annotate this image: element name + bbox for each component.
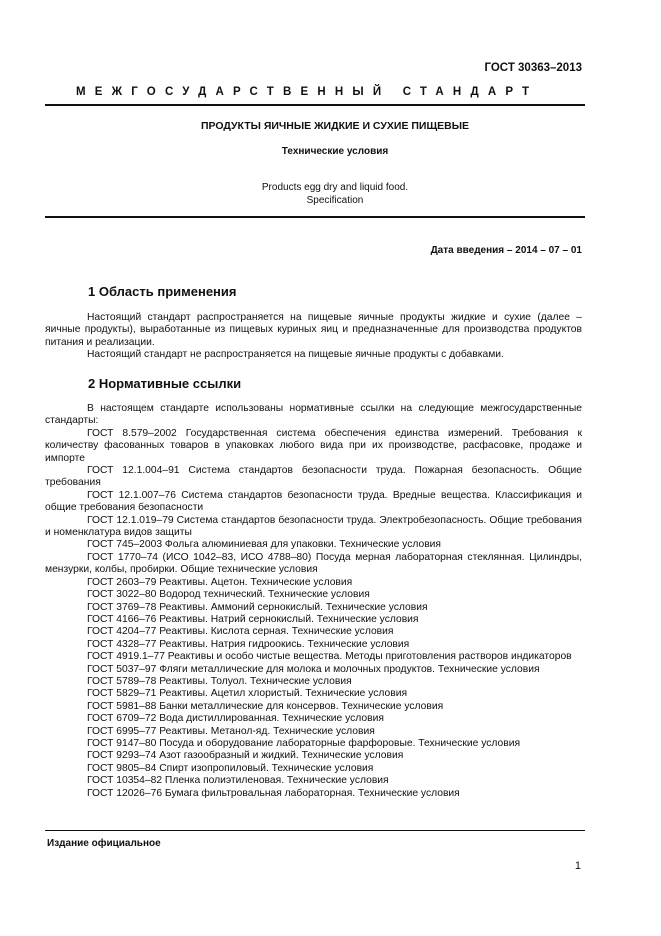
reference-item bbox=[45, 750, 582, 762]
reference-item bbox=[45, 614, 582, 626]
reference-item bbox=[45, 552, 582, 577]
section-1-text-1: Настоящий стандарт распространяется на пищевые яичные продукты жидкие и сухие (далее – яичные продукты), выработанные из пищевых куриных яиц и предназначенные для производства продуктов питания и реализации. bbox=[45, 312, 582, 348]
reference-item bbox=[45, 589, 582, 601]
reference-item bbox=[45, 515, 582, 540]
standard-banner: МЕЖГОСУДАРСТВЕННЫЙ СТАНДАРТ bbox=[76, 86, 539, 98]
footer-divider bbox=[45, 830, 585, 831]
english-title-line1: Products egg dry and liquid food. bbox=[261, 182, 409, 193]
section-1-body bbox=[45, 312, 582, 362]
reference-text: ГОСТ 12026–76 Бумага фильтровальная лабораторная. Технические условия bbox=[87, 787, 460, 799]
reference-item bbox=[45, 763, 582, 775]
reference-text: ГОСТ 9805–84 Спирт изопропиловый. Технические условия bbox=[87, 762, 374, 774]
reference-text: ГОСТ 4166–76 Реактивы. Натрий сернокислый. Технические условия bbox=[87, 613, 419, 625]
reference-text: ГОСТ 1770–74 (ИСО 1042–83, ИСО 4788–80) Посуда мерная лабораторная стеклянная. Цилиндры, мензурки, колбы, пробирки. Общие технические условия bbox=[45, 551, 582, 576]
reference-text: ГОСТ 8.579–2002 Государственная система обеспечения единства измерений. Требования к количеству фасованных товаров в упаковках любого вида при их производстве, расфасовке, продаже и импорте bbox=[45, 427, 582, 464]
page-number: 1 bbox=[574, 860, 581, 872]
introduction-date: Дата введения – 2014 – 07 – 01 bbox=[430, 245, 582, 256]
reference-item bbox=[45, 428, 582, 465]
reference-item bbox=[45, 664, 582, 676]
reference-item bbox=[45, 577, 582, 589]
section-2-body bbox=[45, 403, 582, 800]
reference-text: ГОСТ 12.1.007–76 Система стандартов безопасности труда. Вредные вещества. Классификация и общие требования безопасности bbox=[45, 489, 582, 514]
reference-item bbox=[45, 775, 582, 787]
reference-item bbox=[45, 676, 582, 688]
english-title-line2: Specification bbox=[306, 195, 364, 206]
middle-divider bbox=[45, 216, 585, 218]
english-title bbox=[45, 181, 625, 207]
section-2-intro-text: В настоящем стандарте использованы нормативные ссылки на следующие межгосударственные стандарты: bbox=[45, 403, 582, 427]
reference-item bbox=[45, 651, 582, 663]
section-1-paragraph bbox=[45, 312, 582, 349]
reference-text: ГОСТ 5981–88 Банки металлические для консервов. Технические условия bbox=[87, 700, 444, 712]
reference-item bbox=[45, 701, 582, 713]
document-code: ГОСТ 30363–2013 bbox=[484, 62, 582, 74]
reference-item bbox=[45, 602, 582, 614]
reference-item bbox=[45, 726, 582, 738]
reference-text: ГОСТ 9147–80 Посуда и оборудование лабораторные фарфоровые. Технические условия bbox=[87, 737, 521, 749]
reference-text: ГОСТ 6995–77 Реактивы. Метанол-яд. Технические условия bbox=[87, 725, 375, 737]
reference-text: ГОСТ 3022–80 Водород технический. Технические условия bbox=[87, 589, 370, 601]
reference-text: ГОСТ 12.1.019–79 Система стандартов безопасности труда. Электробезопасность. Общие требования и номенклатура видов защиты bbox=[45, 514, 582, 539]
reference-text: ГОСТ 5789–78 Реактивы. Толуол. Технические условия bbox=[87, 675, 352, 687]
section-1-paragraph bbox=[45, 349, 582, 361]
document-subtitle: Технические условия bbox=[281, 146, 389, 157]
reference-item bbox=[45, 713, 582, 725]
reference-text: ГОСТ 9293–74 Азот газообразный и жидкий. Технические условия bbox=[87, 750, 404, 762]
reference-item bbox=[45, 738, 582, 750]
reference-item bbox=[45, 788, 582, 800]
reference-text: ГОСТ 5829–71 Реактивы. Ацетил хлористый. Технические условия bbox=[87, 688, 408, 700]
reference-text: ГОСТ 12.1.004–91 Система стандартов безопасности труда. Пожарная безопасность. Общие требования bbox=[45, 465, 582, 489]
reference-text: ГОСТ 4919.1–77 Реактивы и особо чистые вещества. Методы приготовления растворов индикаторов bbox=[87, 651, 572, 663]
section-2-intro bbox=[45, 403, 582, 428]
section-1-heading: 1 Область применения bbox=[88, 284, 237, 299]
reference-item bbox=[45, 688, 582, 700]
reference-text: ГОСТ 5037–97 Фляги металлические для молока и молочных продуктов. Технические условия bbox=[87, 663, 540, 675]
reference-item bbox=[45, 539, 582, 551]
reference-text: ГОСТ 6709–72 Вода дистиллированная. Технические условия bbox=[87, 713, 384, 725]
top-divider bbox=[45, 104, 585, 106]
reference-text: ГОСТ 10354–82 Пленка полиэтиленовая. Технические условия bbox=[87, 775, 389, 787]
reference-text: ГОСТ 2603–79 Реактивы. Ацетон. Технические условия bbox=[87, 576, 353, 588]
reference-text: ГОСТ 4204–77 Реактивы. Кислота серная. Технические условия bbox=[87, 626, 394, 638]
reference-item bbox=[45, 639, 582, 651]
section-2-heading: 2 Нормативные ссылки bbox=[88, 376, 242, 391]
reference-text: ГОСТ 3769–78 Реактивы. Аммоний сернокислый. Технические условия bbox=[87, 601, 428, 613]
reference-item bbox=[45, 465, 582, 490]
reference-item bbox=[45, 490, 582, 515]
reference-text: ГОСТ 4328–77 Реактивы. Натрия гидроокись. Технические условия bbox=[87, 638, 410, 650]
section-1-text-2: Настоящий стандарт не распространяется на пищевые яичные продукты с добавками. bbox=[87, 349, 504, 361]
reference-text: ГОСТ 745–2003 Фольга алюминиевая для упаковки. Технические условия bbox=[87, 539, 442, 551]
document-title: ПРОДУКТЫ ЯИЧНЫЕ ЖИДКИЕ И СУХИЕ ПИЩЕВЫЕ bbox=[200, 120, 470, 132]
reference-item bbox=[45, 626, 582, 638]
official-edition-label: Издание официальное bbox=[47, 838, 161, 849]
